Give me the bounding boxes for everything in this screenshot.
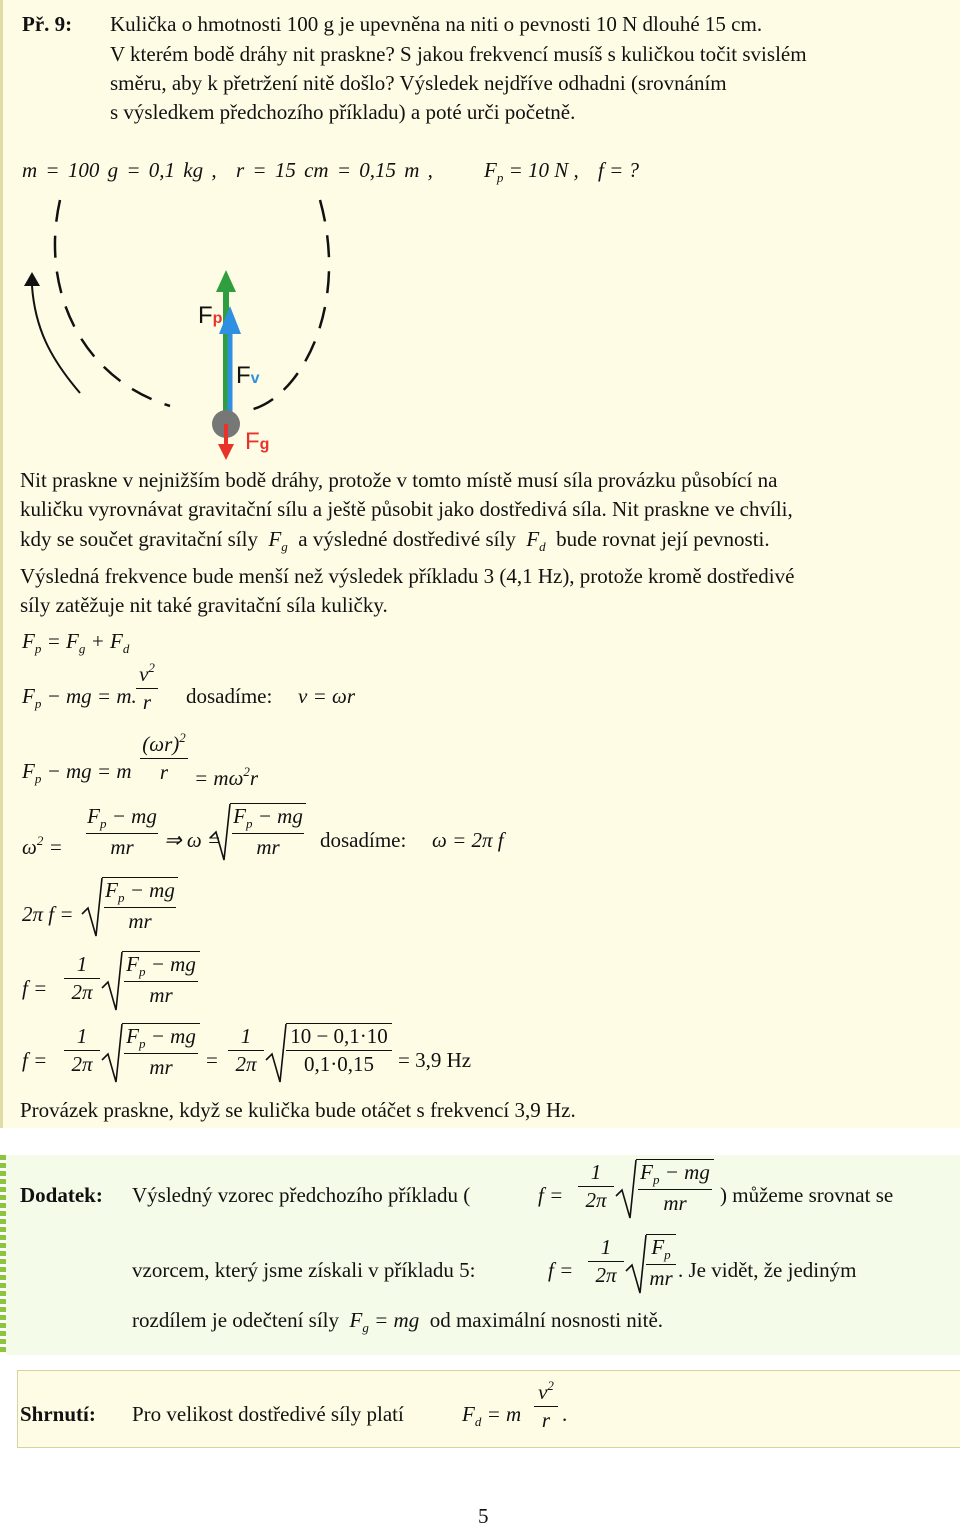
shrnuti-period: . bbox=[562, 1402, 568, 1426]
shrnuti-label: Shrnutí: bbox=[20, 1402, 96, 1426]
substitute-v-eq: v = ωr bbox=[298, 684, 355, 708]
substitute-omega-label: dosadíme: bbox=[320, 828, 407, 852]
sqrt-sign-2pif bbox=[80, 876, 104, 938]
frac-omega-squared: $F_p$ − mg mr bbox=[87, 804, 157, 859]
eq-f: f = bbox=[22, 976, 48, 1000]
dodatek-label: Dodatek: bbox=[20, 1183, 103, 1207]
page-number: 5 bbox=[478, 1504, 489, 1528]
eq-2pi-f: 2π f = bbox=[22, 902, 74, 926]
statement-line-3: směru, aby k přetržení nitě došlo? Výsledek nejdříve odhadni (srovnáním bbox=[110, 71, 727, 95]
dodatek-line-2-post: . Je vidět, že jediným bbox=[678, 1258, 857, 1282]
frac-1-2pi-c: 1 2π bbox=[228, 1024, 264, 1077]
eq-f-numeric: f = bbox=[22, 1048, 48, 1072]
dodatek-sqrt-sign-2 bbox=[624, 1233, 648, 1295]
eq-force-sum: $F_p = F_g + F_d$ bbox=[22, 629, 130, 656]
fp-arrowhead bbox=[216, 270, 236, 292]
dodatek-line-3: rozdílem je odečtení síly $F_g$ = mg od maximální nosnosti nitě. bbox=[132, 1308, 664, 1335]
frac-1-2pi-b: 1 2π bbox=[64, 1024, 100, 1077]
frac-v2-r: $v^2$ r bbox=[136, 660, 158, 715]
dodatek-frac-1: $F_p$ − mg mr bbox=[638, 1160, 712, 1216]
frac-omega: $F_p$ − mg mr bbox=[233, 804, 303, 859]
sqrt-sign-f bbox=[100, 950, 124, 1012]
dodatek-line-1-post: ) můžeme srovnat se bbox=[720, 1183, 894, 1207]
dodatek-f-eq-1: f = bbox=[538, 1183, 564, 1207]
frac-2pif: $F_p$ − mg mr bbox=[105, 878, 175, 933]
given-force: $F_p = 10$ N , bbox=[484, 158, 579, 185]
conclusion: Provázek praskne, když se kulička bude otáčet s frekvencí 3,9 Hz. bbox=[20, 1098, 576, 1122]
substitute-omega-eq: ω = 2π f bbox=[432, 828, 504, 852]
shrnuti-frac: $v^2$ r bbox=[534, 1378, 558, 1433]
dodatek-frac-1-2pi-b: 1 2π bbox=[588, 1235, 624, 1288]
circular-motion-diagram bbox=[20, 188, 450, 460]
problem-number: Př. 9: bbox=[22, 12, 73, 36]
eq-newton-1: $F_p$ − mg = m. bbox=[22, 684, 137, 711]
eq-newton-2-result: = $m\omega^2r$ bbox=[194, 764, 259, 790]
dodatek-border bbox=[0, 1155, 6, 1355]
explanation-line-3: kdy se součet gravitační síly $F_g$ a výsledné dostředivé síly $F_d$ bude rovnat její pevnosti. bbox=[20, 527, 770, 554]
given-radius: r = 15 cm = 0,15 m , bbox=[236, 158, 433, 182]
frac-f2: $F_p$ − mg mr bbox=[124, 1024, 198, 1080]
shrnuti-formula: $F_d = m$ bbox=[462, 1402, 522, 1429]
eq-omega-squared: $\omega^2$ = bbox=[22, 833, 63, 859]
problem-box-border bbox=[0, 0, 3, 1128]
frac-numeric: 10 − 0,1·10 0,1·0,15 bbox=[286, 1024, 392, 1077]
statement-line-4: s výsledkem předchozího příkladu) a poté urči početně. bbox=[110, 100, 576, 124]
result-value: = 3,9 Hz bbox=[398, 1048, 472, 1072]
dodatek-line-2-pre: vzorcem, který jsme získali v příkladu 5: bbox=[132, 1258, 476, 1282]
explanation-line-4: Výsledná frekvence bude menší než výsledek příkladu 3 (4,1 Hz), protože kromě dostředivé bbox=[20, 564, 795, 588]
sqrt-sign-numeric bbox=[264, 1022, 288, 1084]
explanation-line-1: Nit praskne v nejnižším bodě dráhy, protože v tomto místě musí síla provázku působící na bbox=[20, 468, 778, 492]
dodatek-frac-2: $F_p$ mr bbox=[646, 1235, 676, 1291]
explanation-line-2: kuličku vyrovnávat gravitační sílu a ještě působit jako dostředivá síla. Nit praskne ve chvíli, bbox=[20, 497, 793, 521]
explanation-line-5: síly zatěžuje nit také gravitační síla kuličky. bbox=[20, 593, 388, 617]
fg-label: Fg bbox=[245, 428, 270, 455]
frac-omega-r: $(\omega r)^2$ r bbox=[140, 730, 188, 785]
rotation-arrow bbox=[32, 286, 80, 393]
rotation-arrowhead bbox=[24, 272, 40, 286]
eq-implies-omega: ⇒ ω = bbox=[164, 828, 222, 852]
dodatek-line-1-pre: Výsledný vzorec předchozího příkladu ( bbox=[132, 1183, 471, 1207]
fg-arrowhead bbox=[218, 444, 234, 460]
statement-line-2: V kterém bodě dráhy nit praskne? S jakou frekvencí musíš s kuličkou točit svislém bbox=[110, 42, 807, 66]
circular-path bbox=[55, 200, 329, 410]
shrnuti-text: Pro velikost dostředivé síly platí bbox=[132, 1402, 404, 1426]
eq-newton-2: $F_p$ − mg = m bbox=[22, 759, 132, 786]
dodatek-f-eq-2: f = bbox=[548, 1258, 574, 1282]
fv-label: Fv bbox=[236, 362, 260, 389]
statement-line-1: Kulička o hmotnosti 100 g je upevněna na niti o pevnosti 10 N dlouhé 15 cm. bbox=[110, 12, 763, 36]
dodatek-frac-1-2pi: 1 2π bbox=[578, 1160, 614, 1213]
equals-sign: = bbox=[206, 1048, 218, 1072]
frac-1-2pi: 1 2π bbox=[64, 952, 100, 1005]
given-frequency: f = ? bbox=[598, 158, 640, 182]
sqrt-sign-f2 bbox=[100, 1022, 124, 1084]
substitute-v-label: dosadíme: bbox=[186, 684, 273, 708]
frac-f: $F_p$ − mg mr bbox=[124, 952, 198, 1008]
sqrt-sign-omega bbox=[208, 802, 232, 862]
fp-label: Fp bbox=[198, 302, 223, 329]
given-mass: m = 100 g = 0,1 kg , bbox=[22, 158, 217, 182]
dodatek-sqrt-sign-1 bbox=[614, 1158, 638, 1220]
